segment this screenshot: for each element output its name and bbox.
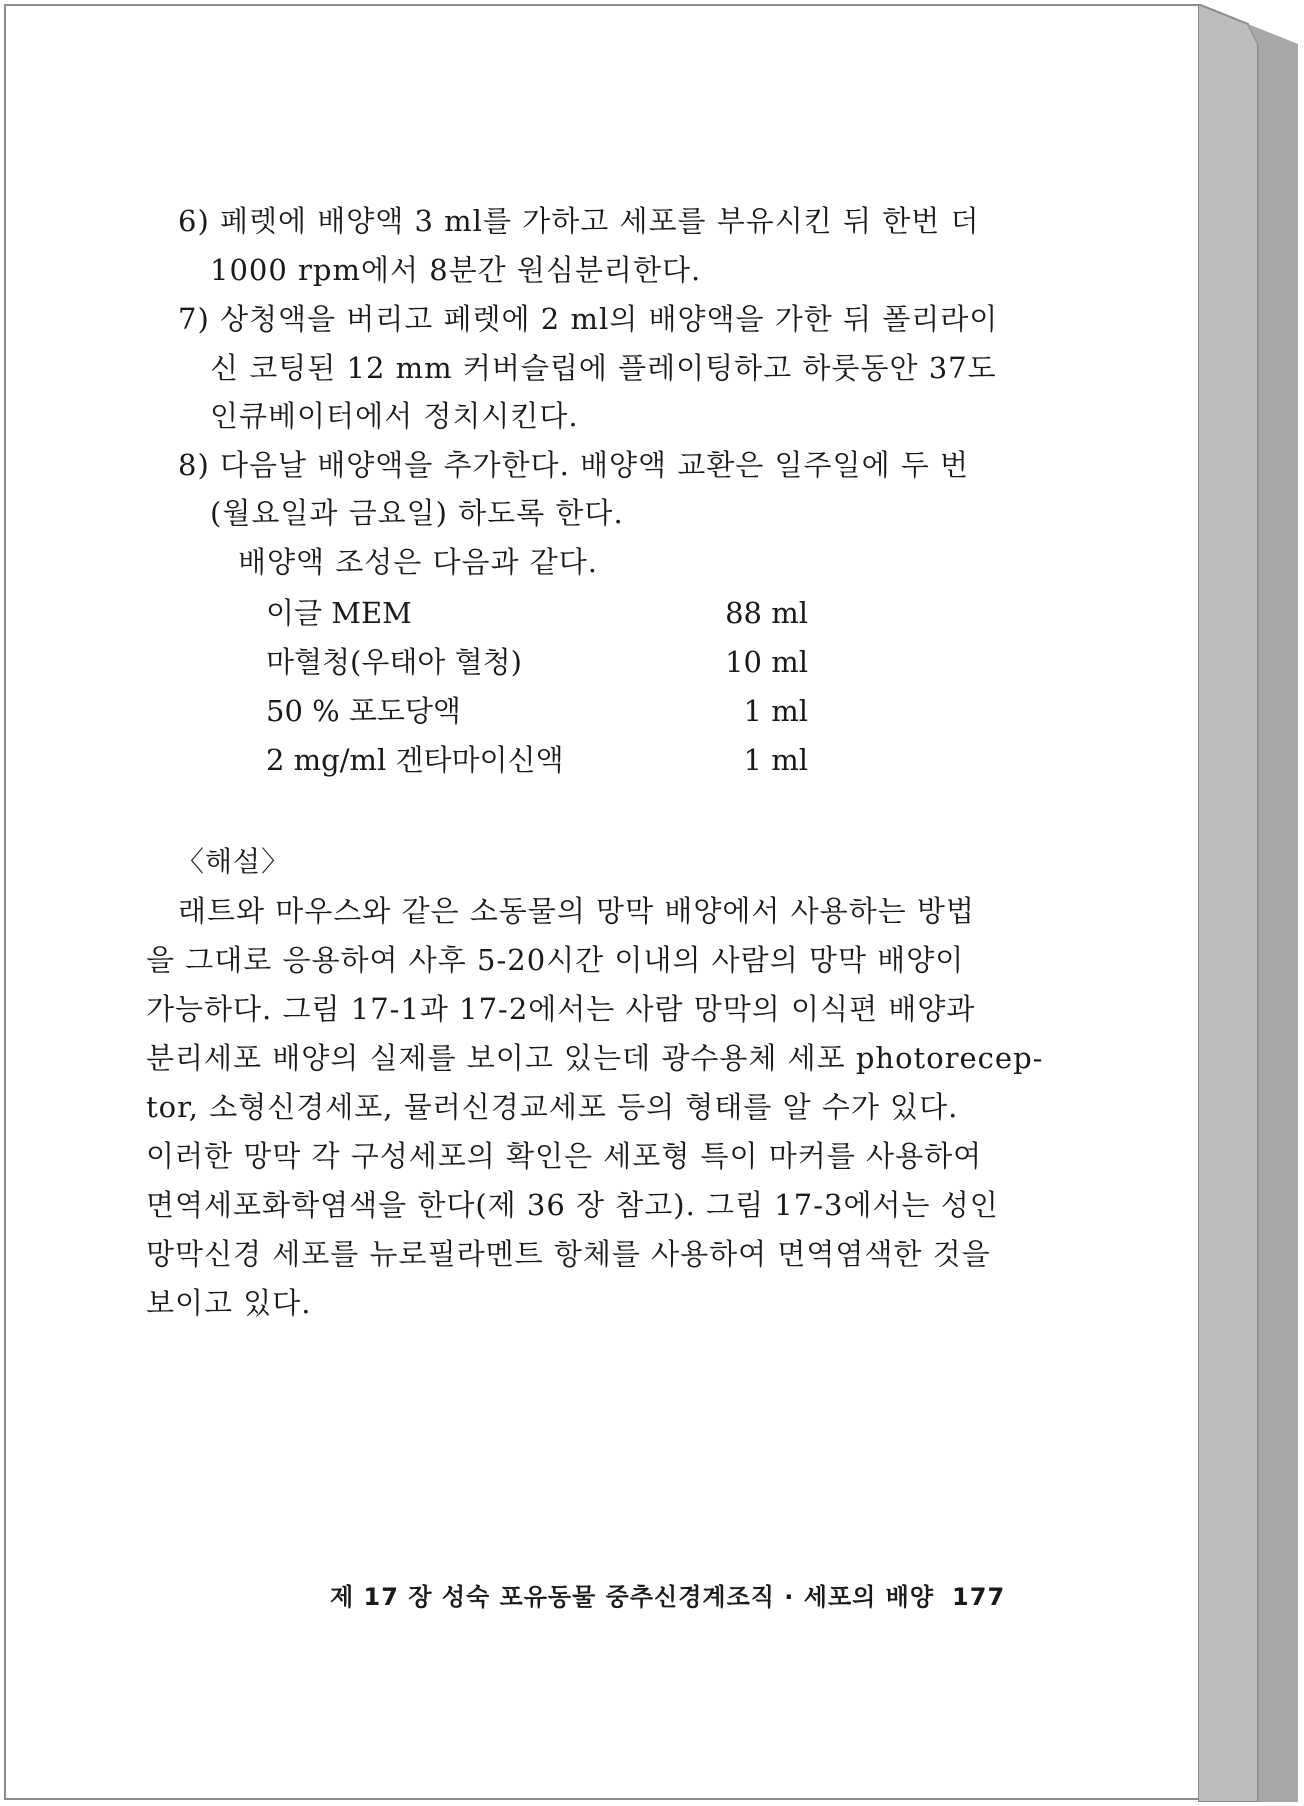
commentary-line: 면역세포화학염색을 한다(제 36 장 참고). 그림 17-3에서는 성인 <box>146 1188 999 1222</box>
step-8-line-2: (월요일과 금요일) 하도록 한다. <box>210 496 624 530</box>
step-7-line-2: 신 코팅된 12 mm 커버슬립에 플레이팅하고 하룻동안 37도 <box>210 351 997 385</box>
commentary-line: 가능하다. 그림 17-1과 17-2에서는 사람 망막의 이식편 배양과 <box>146 992 976 1026</box>
commentary-line: 망막신경 세포를 뉴로필라멘트 항체를 사용하여 면역염색한 것을 <box>146 1237 991 1271</box>
step-6-line-2: 1000 rpm에서 8분간 원심분리한다. <box>210 253 702 287</box>
medium-amount: 10 ml <box>725 645 808 679</box>
commentary-line: tor, 소형신경세포, 뮬러신경교세포 등의 형태를 알 수가 있다. <box>146 1090 959 1124</box>
medium-item: 마혈청(우태아 혈청) <box>266 645 522 679</box>
commentary-line: 을 그대로 응용하여 사후 5-20시간 이내의 사람의 망막 배양이 <box>146 943 965 977</box>
step-7-line-3: 인큐베이터에서 정치시킨다. <box>210 399 579 433</box>
step-6-line-1 <box>178 203 1014 239</box>
chapter-title: 제 17 장 성숙 포유동물 중추신경계조직 · 세포의 배양 <box>330 1583 935 1611</box>
medium-amount: 88 ml <box>725 596 808 630</box>
step-7-line-1: 7) 상청액을 버리고 페렛에 2 ml의 배양액을 가한 뒤 폴리라이 <box>178 302 999 336</box>
book-edge <box>1198 4 1302 1802</box>
page-number: 177 <box>952 1583 1006 1611</box>
medium-amount: 1 ml <box>743 694 808 728</box>
commentary-line: 보이고 있다. <box>146 1286 312 1320</box>
medium-item: 이글 MEM <box>266 596 412 630</box>
medium-item: 50 % 포도당액 <box>266 694 461 728</box>
medium-item: 2 mg/ml 겐타마이신액 <box>266 743 564 777</box>
medium-amount: 1 ml <box>743 743 808 777</box>
medium-intro: 배양액 조성은 다음과 같다. <box>238 545 599 579</box>
commentary-line: 분리세포 배양의 실제를 보이고 있는데 광수용체 세포 photorecep- <box>146 1041 1044 1075</box>
page-footer <box>330 1580 1005 1614</box>
step-8-line-1: 8) 다음날 배양액을 추가한다. 배양액 교환은 일주일에 두 번 <box>178 448 970 482</box>
step-text: 6) 페렛에 배양액 3 ml를 가하고 세포를 부유시킨 뒤 한번 더 <box>178 204 980 238</box>
commentary-heading: 〈해설〉 <box>176 845 291 878</box>
commentary-line: 래트와 마우스와 같은 소동물의 망막 배양에서 사용하는 방법 <box>178 894 975 928</box>
commentary-line: 이러한 망막 각 구성세포의 확인은 세포형 특이 마커를 사용하여 <box>146 1139 983 1173</box>
